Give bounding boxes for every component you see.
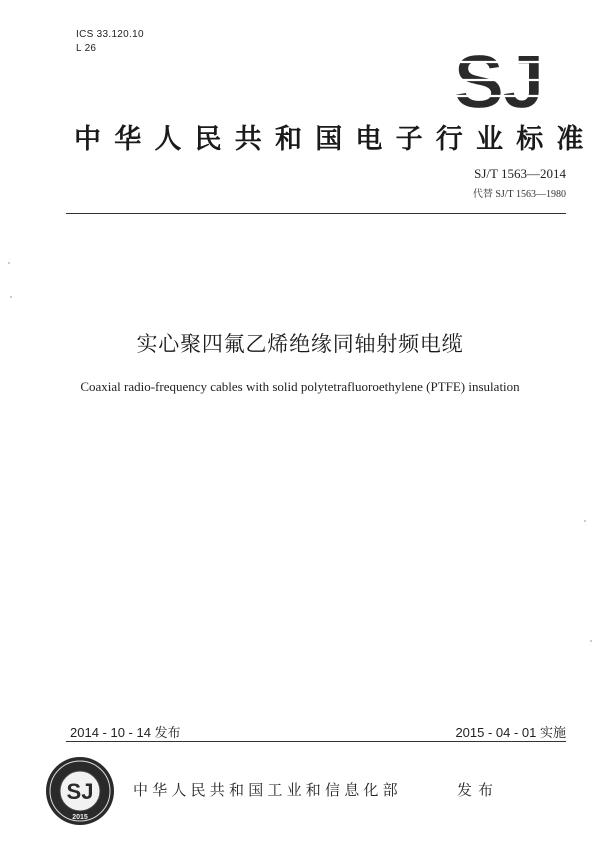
issue-label: 发布 [457,781,500,799]
bottom-divider [66,741,566,742]
industry-standard-title: 中华人民共和国电子行业标准 [74,124,597,155]
seal-year: 2015 [72,814,88,821]
implement-date: 2015 - 04 - 01 实施 [455,725,566,740]
sj-logo-text: SJ [453,40,543,120]
standard-number: SJ/T 1563—2014 [474,166,566,181]
ics-code: ICS 33.120.10 [76,29,144,40]
classification-code: L 26 [76,43,97,54]
scan-speck [590,640,592,642]
scan-speck [10,296,12,298]
seal-logo-text: SJ [66,779,94,804]
sj-logo [444,40,552,120]
top-divider [66,213,566,214]
document-title-en: Coaxial radio-frequency cables with solid polytetrafluoroethylene (PTFE) insulation [80,379,520,394]
document-title-zh: 实心聚四氟乙烯绝缘同轴射频电缆 [136,332,464,356]
scan-speck [584,520,586,522]
replaces-standard: 代替 SJ/T 1563—1980 [472,189,566,200]
publish-date: 2014 - 10 - 14 发布 [70,725,181,740]
scan-speck [8,262,10,264]
certification-seal [44,755,116,827]
issuing-authority: 中华人民共和国工业和信息化部 [133,781,402,799]
